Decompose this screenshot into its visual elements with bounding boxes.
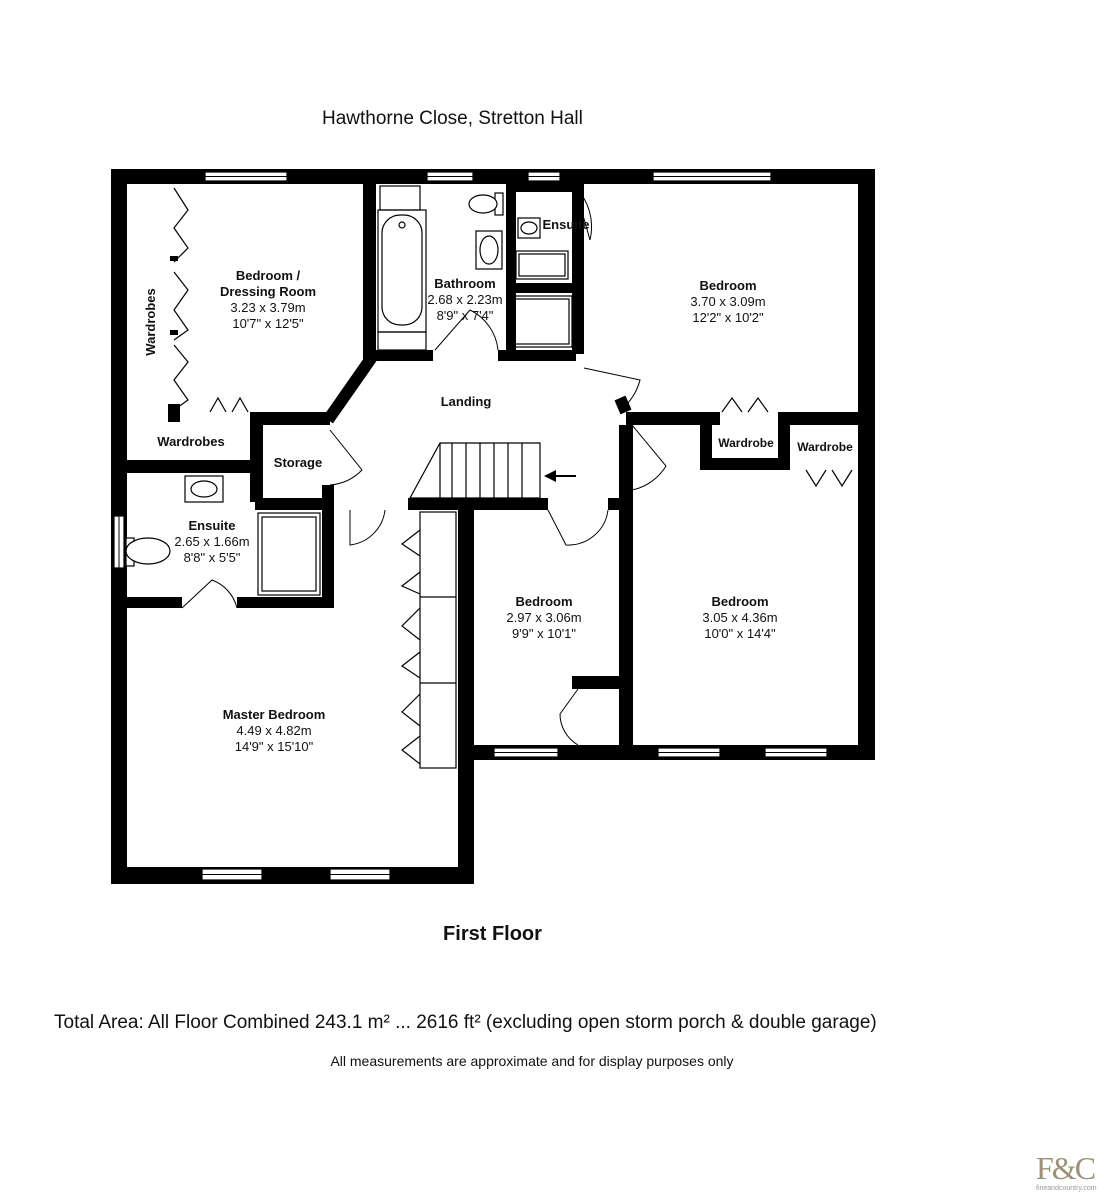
room-imperial-bedroom-middle: 9'9" x 10'1" — [511, 626, 577, 641]
room-metric-bedroom-middle: 2.97 x 3.06m — [506, 610, 582, 625]
room-name-dressing-1: Bedroom / — [235, 268, 301, 283]
stair-arrow — [544, 470, 576, 482]
room-name-bedroom-right: Bedroom — [711, 594, 769, 609]
floor-label: First Floor — [443, 923, 542, 945]
room-imperial-master-bedroom: 14'9" x 15'10" — [234, 739, 314, 754]
room-imperial-dressing: 10'7" x 12'5" — [232, 316, 304, 331]
toilet-bathroom — [469, 193, 503, 215]
room-imperial-bedroom-right: 10'0" x 14'4" — [704, 626, 776, 641]
master-wardrobes — [402, 512, 456, 768]
total-area: Total Area: All Floor Combined 243.1 m² ... 2616 ft² (excluding open storm porch & double garage) — [54, 1012, 877, 1033]
disclaimer: All measurements are approximate and for display purposes only — [330, 1053, 734, 1069]
interior-walls — [120, 184, 858, 755]
room-name-dressing-2: Dressing Room — [219, 284, 317, 299]
room-imperial-bathroom: 8'9" x 7'4" — [436, 308, 494, 323]
label-wardrobes-vertical: Wardrobes — [143, 288, 158, 356]
room-metric-bathroom: 2.68 x 2.23m — [427, 292, 503, 307]
room-name-master-bedroom: Master Bedroom — [222, 707, 326, 722]
room-metric-bedroom-right: 3.05 x 4.36m — [702, 610, 778, 625]
room-metric-ensuite-master: 2.65 x 1.66m — [174, 534, 250, 549]
logo-url: fineandcountry.com — [1036, 1185, 1097, 1192]
label-wardrobe-1: Wardrobe — [718, 436, 774, 450]
sink-bathroom — [476, 231, 502, 269]
ensuite-top-fixtures — [509, 218, 572, 347]
bathtub — [378, 186, 426, 350]
room-metric-dressing: 3.23 x 3.79m — [230, 300, 306, 315]
room-imperial-ensuite-master: 8'8" x 5'5" — [183, 550, 241, 565]
room-name-ensuite-top: Ensuite — [542, 217, 590, 232]
label-wardrobes-bottom: Wardrobes — [157, 434, 225, 449]
label-wardrobe-2: Wardrobe — [797, 440, 853, 454]
room-name-ensuite-master: Ensuite — [188, 518, 236, 533]
room-name-bedroom-top-right: Bedroom — [699, 278, 757, 293]
brand-logo — [1036, 1150, 1100, 1194]
staircase — [410, 443, 540, 498]
room-imperial-bedroom-top-right: 12'2" x 10'2" — [692, 310, 764, 325]
room-name-storage: Storage — [273, 455, 323, 470]
room-metric-bedroom-top-right: 3.70 x 3.09m — [690, 294, 766, 309]
plan-title: Hawthorne Close, Stretton Hall — [322, 108, 583, 129]
room-metric-master-bedroom: 4.49 x 4.82m — [236, 723, 312, 738]
room-name-bathroom: Bathroom — [434, 276, 496, 291]
room-name-bedroom-middle: Bedroom — [515, 594, 573, 609]
room-name-landing: Landing — [440, 394, 492, 409]
logo-mark: F&C — [1036, 1150, 1095, 1186]
